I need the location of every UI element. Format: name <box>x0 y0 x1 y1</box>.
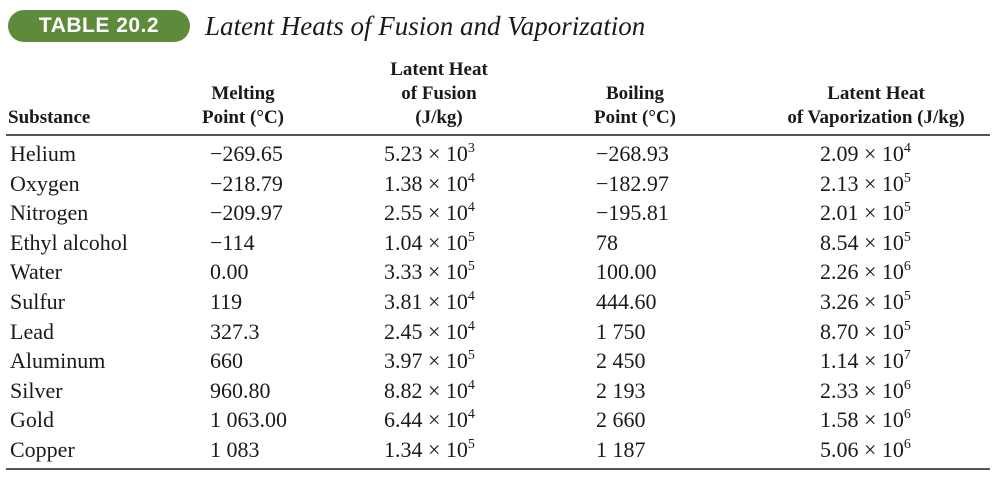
cell-melting-point: 119 <box>210 289 243 314</box>
cell-latent-heat-fusion: $2.55 \times 10^4$ <box>384 200 475 226</box>
cell-latent-heat-fusion: $5.23 \times 10^3$ <box>384 141 475 166</box>
exponent: 5 <box>903 170 911 186</box>
exponent: 4 <box>467 318 475 334</box>
exponent: 4 <box>467 407 475 423</box>
cell-latent-heat-vaporization: $2.01 \times 10^5$ <box>820 200 911 226</box>
cell-substance: Water <box>10 259 62 285</box>
header-line: Boiling <box>605 83 665 104</box>
cell-substance: Copper <box>10 437 75 462</box>
cell-latent-heat-fusion: $8.82 \times 10^4$ <box>384 377 475 403</box>
cell-melting-point: −209.97 <box>210 200 283 226</box>
cell-melting-point: 960.80 <box>210 377 271 403</box>
cell-latent-heat-vaporization: $5.06 \times 10^6$ <box>820 437 911 462</box>
cell-latent-heat-fusion: $1.04 \times 10^5$ <box>384 229 475 255</box>
exponent: 6 <box>903 437 911 452</box>
cell-boiling-point: 100.00 <box>596 259 657 285</box>
cell-substance: Nitrogen <box>10 200 89 226</box>
table-bottom-rule <box>6 468 990 470</box>
cell-melting-point: 327.3 <box>210 318 260 344</box>
header-substance <box>8 106 168 130</box>
cell-latent-heat-fusion: $1.34 \times 10^5$ <box>384 437 475 462</box>
cell-melting-point: 1 063.00 <box>210 407 287 433</box>
cell-melting-point: −114 <box>210 229 255 255</box>
exponent: 5 <box>903 289 911 304</box>
cell-boiling-point: 2 450 <box>596 348 646 374</box>
cell-substance: Lead <box>10 318 54 344</box>
exponent: 4 <box>467 200 475 216</box>
cell-melting-point: 0.00 <box>210 259 249 285</box>
exponent: 5 <box>467 437 475 452</box>
header-latent-heat-fusion <box>348 58 530 130</box>
cell-substance: Silver <box>10 377 63 403</box>
header-latent-heat-vaporization <box>760 82 992 130</box>
cell-latent-heat-fusion: $6.44 \times 10^4$ <box>384 407 475 433</box>
cell-boiling-point: −195.81 <box>596 200 669 226</box>
cell-boiling-point: −182.97 <box>596 170 669 196</box>
exponent: 4 <box>467 289 475 304</box>
exponent: 5 <box>467 259 475 275</box>
cell-latent-heat-fusion: $3.33 \times 10^5$ <box>384 259 475 285</box>
cell-melting-point: −269.65 <box>210 141 283 166</box>
exponent: 6 <box>903 377 911 393</box>
header-line: Latent Heat <box>827 83 925 104</box>
cell-substance: Sulfur <box>10 289 65 314</box>
exponent: 5 <box>903 229 911 245</box>
exponent: 5 <box>467 229 475 245</box>
header-line: Point (°C) <box>593 107 676 128</box>
exponent: 7 <box>903 348 911 364</box>
header-boiling-point <box>560 82 710 130</box>
cell-substance: Ethyl alcohol <box>10 229 128 255</box>
exponent: 4 <box>903 141 911 156</box>
cell-latent-heat-fusion: $3.81 \times 10^4$ <box>384 289 475 314</box>
cell-latent-heat-fusion: $2.45 \times 10^4$ <box>384 318 475 344</box>
header-line: of Vaporization (J/kg) <box>787 107 965 128</box>
exponent: 6 <box>903 259 911 275</box>
cell-melting-point: −218.79 <box>210 170 283 196</box>
cell-latent-heat-vaporization: $2.33 \times 10^6$ <box>820 377 911 403</box>
cell-melting-point: 1 083 <box>210 437 260 462</box>
exponent: 3 <box>467 141 475 156</box>
header-line: of Fusion <box>401 83 477 104</box>
cell-substance: Aluminum <box>10 348 106 374</box>
cell-boiling-point: 2 660 <box>596 407 646 433</box>
cell-substance: Oxygen <box>10 170 80 196</box>
cell-latent-heat-vaporization: $8.70 \times 10^5$ <box>820 318 911 344</box>
header-divider <box>6 134 990 136</box>
header-line: (J/kg) <box>415 107 463 128</box>
cell-latent-heat-vaporization: $2.09 \times 10^4$ <box>820 141 911 166</box>
cell-latent-heat-vaporization: $1.58 \times 10^6$ <box>820 407 911 433</box>
exponent: 6 <box>903 407 911 423</box>
cell-substance: Helium <box>10 141 76 166</box>
cell-melting-point: 660 <box>210 348 243 374</box>
cell-boiling-point: 78 <box>596 229 618 255</box>
cell-boiling-point: −268.93 <box>596 141 669 166</box>
cell-latent-heat-vaporization: $3.26 \times 10^5$ <box>820 289 911 314</box>
cell-latent-heat-vaporization: $1.14 \times 10^7$ <box>820 348 911 374</box>
cell-boiling-point: 1 750 <box>596 318 646 344</box>
table-title: Latent Heats of Fusion and Vaporization <box>205 11 646 41</box>
exponent: 4 <box>467 170 475 186</box>
exponent: 5 <box>903 200 911 216</box>
exponent: 5 <box>903 318 911 334</box>
exponent: 4 <box>467 377 475 393</box>
cell-latent-heat-vaporization: $8.54 \times 10^5$ <box>820 229 911 255</box>
cell-boiling-point: 444.60 <box>596 289 657 314</box>
table-number-badge: TABLE 20.2 <box>8 10 190 42</box>
cell-boiling-point: 2 193 <box>596 377 646 403</box>
cell-latent-heat-fusion: $1.38 \times 10^4$ <box>384 170 475 196</box>
header-line: Point (°C) <box>201 107 284 128</box>
header-line: Substance <box>8 107 91 128</box>
cell-latent-heat-vaporization: $2.13 \times 10^5$ <box>820 170 911 196</box>
cell-latent-heat-fusion: $3.97 \times 10^5$ <box>384 348 475 374</box>
header-melting-point <box>168 82 318 130</box>
cell-latent-heat-vaporization: $2.26 \times 10^6$ <box>820 259 911 285</box>
header-line: Latent Heat <box>390 59 488 80</box>
exponent: 5 <box>467 348 475 364</box>
cell-substance: Gold <box>10 407 54 433</box>
header-line: Melting <box>211 83 275 104</box>
cell-boiling-point: 1 187 <box>596 437 646 462</box>
